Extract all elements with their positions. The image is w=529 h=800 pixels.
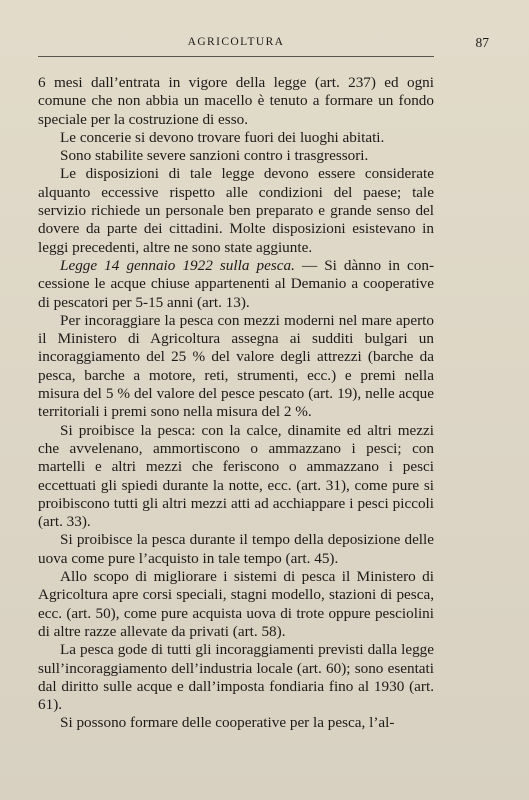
paragraph-6: Per incoraggiare la pesca con mezzi moderni nel mare aperto il Ministero di Agricoltura assegna ai sudditi bulgari un incoraggiamento del 25 % del valore degli attrezzi (barche da pesca, barche a motore, reti, strumenti, ecc.) e premi nella misura del 5 % del valore del pesce pescato (art. 19), nelle acque territoriali i premi sono nella misura del 2 %. bbox=[38, 311, 434, 421]
paragraph-1: 6 mesi dall’entrata in vigore della legge (art. 237) ed ogni comune che non abbia un macello è tenuto a formare un fondo speciale per la costruzione di esso. bbox=[38, 74, 434, 128]
paragraph-11: Si possono formare delle cooperative per la pesca, l’al- bbox=[60, 714, 395, 732]
running-head-title: AGRICOLTURA bbox=[187, 36, 285, 48]
header-rule bbox=[38, 56, 434, 57]
paragraph-8: Si proibisce la pesca durante il tempo della deposizione delle uova come pure l’acquisto in tale tempo (art. 45). bbox=[38, 531, 434, 567]
paragraph-9: Allo scopo di migliorare i sistemi di pesca il Ministero di Agricoltura apre corsi speciali, stagni modello, stazioni di pesca, ecc. (art. 50), come pure acquista uova di trote oppure pesciolini di altre razze allevate da privati (art. 58). bbox=[38, 568, 434, 640]
running-head bbox=[38, 35, 489, 56]
paragraph-5 bbox=[38, 257, 434, 312]
paragraph-7: Si proibisce la pesca: con la calce, dinamite ed altri mezzi che avvelenano, ammortiscono o ammazzano i pesci; con martelli e altri mezzi che feriscono o ammazzano i pesci eccettuati gli spiedi durante la notte, ecc. (art. 31), come pure si proibiscono tutti gli altri mezzi atti ad acchiappare i pesci piccoli (art. 33). bbox=[38, 421, 434, 531]
paragraph-2: Le concerie si devono trovare fuori dei luoghi abitati. bbox=[60, 128, 385, 146]
page-number: 87 bbox=[475, 35, 489, 50]
paragraph-3: Sono stabilite severe sanzioni contro i trasgressori. bbox=[60, 147, 369, 165]
body-text bbox=[38, 74, 434, 733]
law-title-italic: Legge 14 gennaio 1922 sulla pesca. bbox=[60, 256, 295, 274]
paragraph-10: La pesca gode di tutti gli incoraggiamenti previsti dalla legge sull’incoraggiamento dell’industria locale (art. 60); sono esentati dal diritto sulle acque e dall’imposta fondiaria fino al 1930 (art. 61). bbox=[38, 641, 434, 714]
paragraph-4: Le disposizioni di tale legge devono essere considerate alquanto eccessive rispetto alle condizioni del paese; tale servizio richiede un personale ben preparato e grande senso del dovere da parte dei cittadini. Molte disposizioni esistevano in leggi precedenti, altre ne sono state aggiunte. bbox=[38, 165, 434, 256]
paragraph-5-text: — Si dànno in concessione le acque chiuse appartenenti al Demanio a cooperative di pescatori per 5-15 anni (art. 13). bbox=[38, 256, 434, 311]
